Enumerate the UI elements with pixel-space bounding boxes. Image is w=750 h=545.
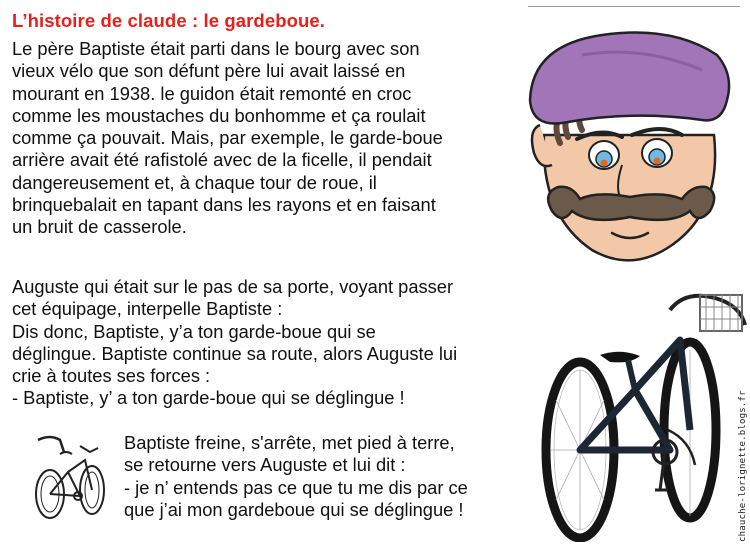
top-rule xyxy=(528,6,740,7)
vintage-bicycle-illustration xyxy=(540,280,750,542)
small-bicycle-drawing xyxy=(30,432,110,522)
story-title: L’histoire de claude : le gardeboue. xyxy=(12,10,326,31)
bicycle-icon xyxy=(546,295,745,538)
paragraph-3: Baptiste freine, s'arrête, met pied à terre, se retourne vers Auguste et lui dit : - je n’ entends pas ce que tu me dis par ce que j’ai mon gardeboue qui se déglingue ! xyxy=(124,432,468,520)
paragraph-1: Le père Baptiste était parti dans le bourg avec son vieux vélo que son défunt père lui avait laissé en mourant en 1938. le guidon était remonté en croc comme les moustaches du bonhomme et ça roulait comme ça pouvait. Mais, par exemple, le garde-boue arrière avait été rafistolé avec de la ficelle, il pendait dangereusement et, à chaque tour de roue, il brinquebalait en tapant dans les rayons et en faisant un bruit de casserole. xyxy=(12,38,443,238)
credit-watermark: chauche-lorignette.blogs.fr xyxy=(738,390,748,542)
bicycle-sketch-icon xyxy=(36,437,104,518)
face-icon xyxy=(530,33,729,261)
paragraph-2: Auguste qui était sur le pas de sa porte, voyant passer cet équipage, interpelle Baptiste : Dis donc, Baptiste, y’a ton garde-boue qui se déglingue. Baptiste continue sa route, alors Auguste lui crie à toutes ses forces : - Baptiste, y’ a ton garde-boue qui se déglingue ! xyxy=(12,276,458,409)
mustached-man-illustration xyxy=(522,15,732,270)
